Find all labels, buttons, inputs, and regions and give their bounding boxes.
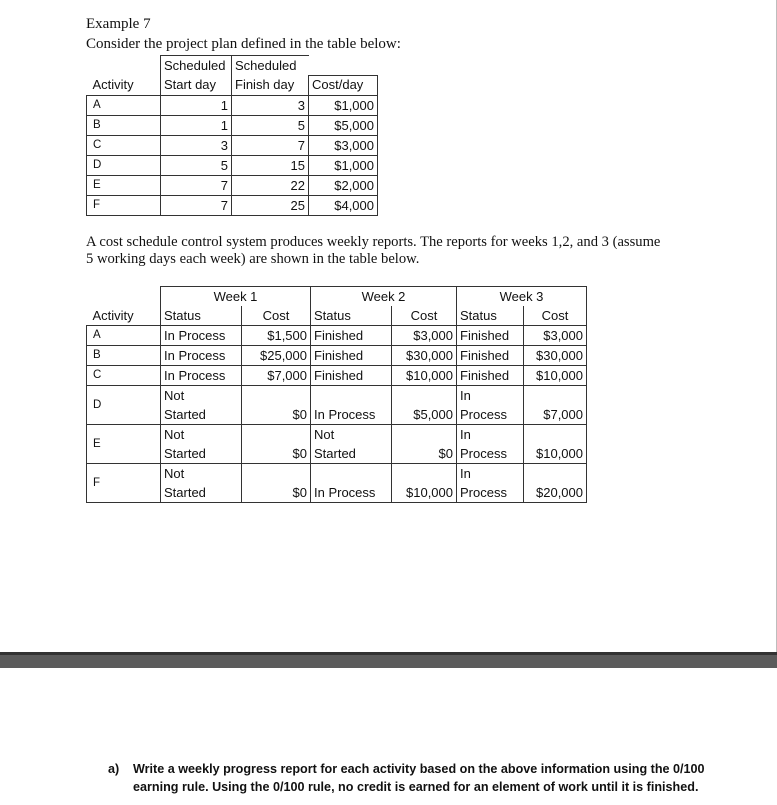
plan-header-activity: Activity xyxy=(92,76,134,92)
plan-header-row-1 xyxy=(87,56,378,76)
progress-row: A In Process $1,500 Finished $3,000 Finished $3,000 xyxy=(87,326,587,346)
progress-row: C In Process $7,000 Finished $10,000 Finished $10,000 xyxy=(87,366,587,386)
plan-header-start-top: Scheduled xyxy=(161,56,232,76)
plan-row: F 7 25 $4,000 xyxy=(87,195,378,215)
plan-row: D 5 15 $1,000 xyxy=(87,155,378,175)
week-1-header: Week 1 xyxy=(161,287,311,307)
plan-header-finish-bottom: Finish day xyxy=(232,75,309,95)
example-title: Example 7 xyxy=(86,16,151,32)
document-page-2 xyxy=(0,668,777,805)
progress-row: D Not Started $0 In Process $5,000 In Process $7,000 xyxy=(87,386,587,425)
week-3-header: Week 3 xyxy=(457,287,587,307)
plan-header-row-2 xyxy=(87,75,378,95)
report-paragraph: A cost schedule control system produces weekly reports. The reports for weeks 1,2, and 3 (assume 5 working days each week) are shown in the table below. xyxy=(86,234,661,267)
question-label: a) xyxy=(108,762,120,776)
plan-row: C 3 7 $3,000 xyxy=(87,135,378,155)
plan-row: B 1 5 $5,000 xyxy=(87,115,378,135)
plan-header-finish-top: Scheduled xyxy=(232,56,309,76)
project-plan-table xyxy=(86,55,378,216)
progress-row: E Not Started $0 Not Started $0 In Process $10,000 xyxy=(87,425,587,464)
progress-week-row xyxy=(87,287,587,307)
progress-row: F Not Started $0 In Process $10,000 In Process $20,000 xyxy=(87,464,587,503)
page-separator-shadow xyxy=(0,652,777,655)
plan-header-cost: Cost/day xyxy=(309,75,378,95)
weekly-progress-table xyxy=(86,286,587,503)
week-2-header: Week 2 xyxy=(311,287,457,307)
plan-header-start-bottom: Start day xyxy=(161,75,232,95)
intro-text: Consider the project plan defined in the table below: xyxy=(86,36,401,52)
progress-header-activity: Activity xyxy=(87,306,161,326)
question-text: Write a weekly progress report for each activity based on the above information using the 0/100 earning rule. Using the 0/100 rule, no credit is earned for an element of work until it is finished. xyxy=(133,762,705,794)
plan-row: E 7 22 $2,000 xyxy=(87,175,378,195)
progress-header-row: Activity Status Cost Status Cost Status Cost xyxy=(87,306,587,326)
progress-row: B In Process $25,000 Finished $30,000 Finished $30,000 xyxy=(87,346,587,366)
plan-row: A 1 3 $1,000 xyxy=(87,95,378,115)
